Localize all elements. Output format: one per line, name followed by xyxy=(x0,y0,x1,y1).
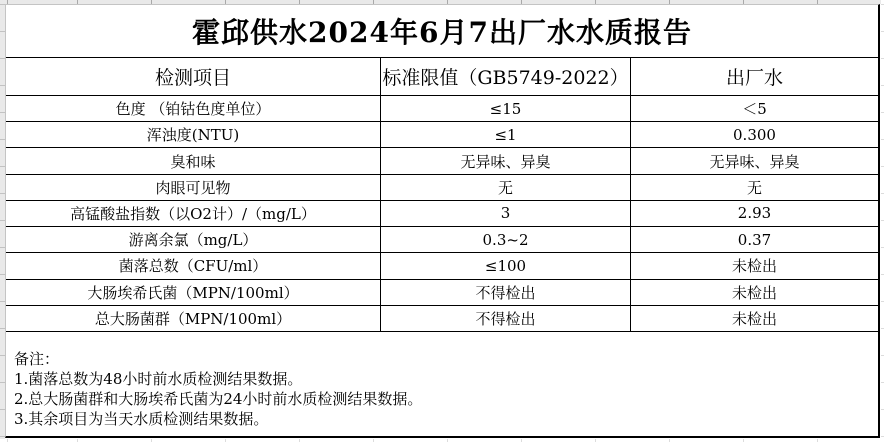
table-row-colony-count xyxy=(6,253,878,279)
table-row-e-coli xyxy=(6,280,878,306)
limit-value-cell[interactable]: ≤1 xyxy=(380,122,630,147)
outlet-value-cell[interactable]: 未检出 xyxy=(630,306,878,331)
table-header-row xyxy=(6,58,878,96)
limit-value-cell[interactable]: ≤100 xyxy=(380,253,630,278)
limit-value-cell[interactable]: 无异味、异臭 xyxy=(380,148,630,173)
report-title-cell[interactable] xyxy=(6,5,878,58)
parameter-name-cell[interactable]: 游离余氯（mg/L） xyxy=(128,231,258,250)
notes-section[interactable] xyxy=(6,332,878,436)
outlet-value-cell[interactable]: 0.300 xyxy=(630,122,878,147)
outlet-value-cell[interactable]: 无异味、异臭 xyxy=(630,148,878,173)
outlet-value-cell[interactable]: 0.37 xyxy=(630,227,878,252)
limit-value-cell[interactable]: 0.3~2 xyxy=(380,227,630,252)
limit-value-cell[interactable]: 不得检出 xyxy=(380,306,630,331)
limit-value-cell[interactable]: 3 xyxy=(380,201,630,226)
table-row-chroma xyxy=(6,96,878,122)
table-row-turbidity xyxy=(6,122,878,148)
outlet-value-cell[interactable]: ＜5 xyxy=(630,96,878,121)
water-quality-report-table xyxy=(5,4,880,438)
limit-value-cell[interactable]: 不得检出 xyxy=(380,280,630,305)
parameter-name-cell[interactable]: 菌落总数（CFU/ml） xyxy=(118,257,268,276)
column-header-outlet[interactable]: 出厂水 xyxy=(630,58,878,95)
table-body xyxy=(6,96,878,332)
parameter-name-cell[interactable]: 肉眼可见物 xyxy=(155,178,231,197)
outlet-value-cell[interactable]: 2.93 xyxy=(630,201,878,226)
parameter-name-cell[interactable]: 总大肠菌群（MPN/100ml） xyxy=(94,309,292,328)
table-row-permanganate-index xyxy=(6,201,878,227)
report-title: 霍邱供水2024年6月7出厂水水质报告 xyxy=(192,16,692,49)
outlet-value-cell[interactable]: 未检出 xyxy=(630,253,878,278)
limit-value-cell[interactable]: 无 xyxy=(380,175,630,200)
table-row-odor-taste xyxy=(6,148,878,174)
parameter-name-cell[interactable]: 臭和味 xyxy=(170,152,216,171)
parameter-name-cell[interactable]: 浑浊度(NTU) xyxy=(146,126,240,145)
table-row-visible-matter xyxy=(6,175,878,201)
outlet-value-cell[interactable]: 未检出 xyxy=(630,280,878,305)
note-line-3: 3.其余项目为当天水质检测结果数据。 xyxy=(14,410,269,428)
column-header-limit[interactable]: 标准限值（GB5749-2022） xyxy=(380,58,630,95)
table-row-free-chlorine xyxy=(6,227,878,253)
limit-value-cell[interactable]: ≤15 xyxy=(380,96,630,121)
parameter-name-cell[interactable]: 高锰酸盐指数（以O2计）/（mg/L） xyxy=(70,204,316,223)
parameter-name-cell[interactable]: 色度 （铂钴色度单位） xyxy=(115,100,271,119)
parameter-name-cell[interactable]: 大肠埃希氏菌（MPN/100ml） xyxy=(87,283,299,302)
column-header-parameter[interactable]: 检测项目 xyxy=(154,67,231,89)
outlet-value-cell[interactable]: 无 xyxy=(630,175,878,200)
table-row-total-coliforms xyxy=(6,306,878,332)
note-line-2: 2.总大肠菌群和大肠埃希氏菌为24小时前水质检测结果数据。 xyxy=(14,390,423,408)
note-line-1: 1.菌落总数为48小时前水质检测结果数据。 xyxy=(14,370,303,388)
notes-label: 备注： xyxy=(14,350,60,368)
